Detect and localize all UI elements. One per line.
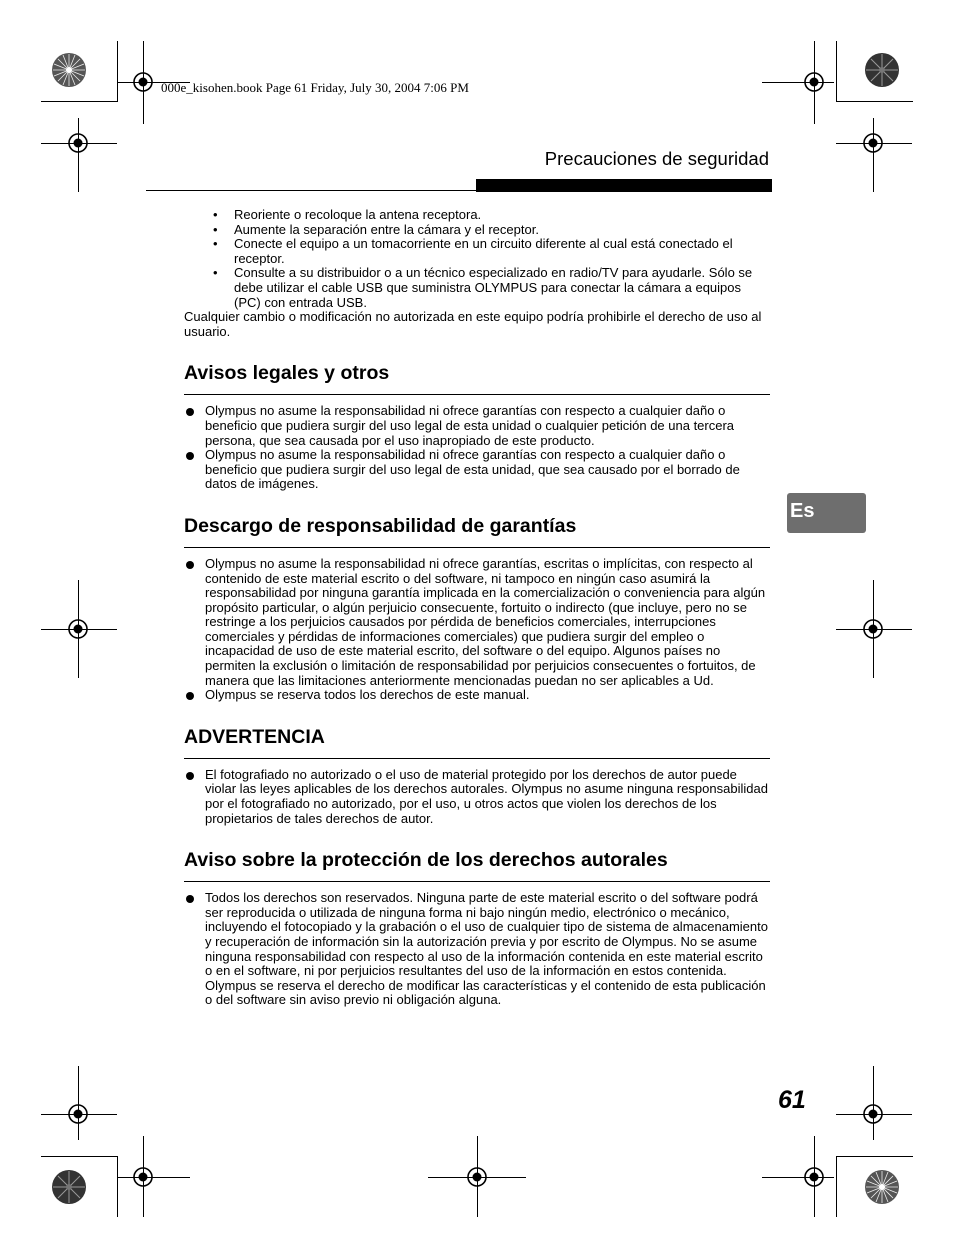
page-content (184, 208, 770, 1008)
crosshair-target-icon (128, 67, 158, 97)
intro-list (184, 208, 770, 310)
filled-circle-icon (186, 452, 194, 460)
list-item: • Consulte a su distribuidor o a un técnico especializado en radio/TV para ayudarle. Sólo se debe utilizar el cable USB que suministra OLYMPUS para conectar la cámara a equipos (PC) con entrada USB. (213, 265, 753, 310)
list-item: Olympus no asume la responsabilidad ni ofrece garantías, escritas o implícitas, con respecto al contenido de este material escrito o del software, ni tampoco en ningún caso asumirá la responsabilidad por ninguna garantía implicada en la comercialización o conveniencia para algún propósito particular, o algún perjuicio consecuente, fortuito o indirecto (que incluye, pero no se restringe a los perjuicios causados por pérdida de beneficios comerciales, interrupciones comerciales y pérdidas de informaciones comerciales) que pudiera surgir del empleo o incapacidad de uso de este material escrito, del software o del equipo. Algunos países no permiten la exclusión o limitación de responsabilidad por perjuicios consecuentes o fortuitos, de manera que las limitaciones anteriormente mencionadas puedan no ser aplicables a Ud. (184, 557, 770, 688)
list-item: • Conecte el equipo a un tomacorriente en un circuito diferente al cual está conectado el receptor. (213, 236, 733, 266)
list-item: El fotografiado no autorizado o el uso de material protegido por los derechos de autor puede violar las leyes aplicables de los derechos autorales. Olympus no asume ninguna responsabilidad por el fotografiado no autorizado, por el uso, u otros actos que violen los derechos de los propietarios de tales derechos de autor. (184, 768, 770, 826)
header-rule-thick (476, 179, 772, 192)
crosshair-target-icon (462, 1162, 492, 1192)
list-item: Olympus no asume la responsabilidad ni ofrece garantías con respecto a cualquier daño o beneficio que pudiera surgir del uso legal de esta unidad, que sea causado por el borrado de datos de imágenes. (184, 448, 770, 492)
section-list (184, 404, 770, 492)
crosshair-target-icon (799, 1162, 829, 1192)
filled-circle-icon (186, 408, 194, 416)
page-number: 61 (778, 1086, 806, 1114)
crosshair-target-icon (858, 1099, 888, 1129)
section-title: Avisos legales y otros (184, 361, 770, 395)
crosshair-target-icon (858, 128, 888, 158)
starburst-wheel-icon (51, 1169, 87, 1205)
crosshair-target-icon (63, 614, 93, 644)
crop-mark (836, 41, 837, 102)
section-list (184, 557, 770, 703)
list-item: • Reoriente o recoloque la antena receptora. (213, 207, 482, 222)
starburst-wheel-icon (864, 1169, 900, 1205)
crop-mark (41, 1156, 118, 1157)
crop-mark (836, 101, 913, 102)
crosshair-target-icon (128, 1162, 158, 1192)
section-header: Precauciones de seguridad (544, 148, 769, 169)
list-item: Olympus no asume la responsabilidad ni ofrece garantías con respecto a cualquier daño o beneficio que pudiera surgir del uso legal de esta unidad o cualquier petición de una tercera persona, que sea causada por el uso inapropiado de este producto. (184, 404, 770, 448)
crosshair-target-icon (63, 128, 93, 158)
filled-circle-icon (186, 895, 194, 903)
crop-mark (41, 101, 118, 102)
list-item: Todos los derechos son reservados. Ninguna parte de este material escrito o del software podrá ser reproducida o utilizada de ninguna forma ni bajo ningún medio, electrónico o mecánico, incluyendo el fotocopiado y la grabación o el uso de cualquier tipo de sistema de almacenamiento y recuperación de información sin la autorización previa y por escrito de Olympus. No se asume ninguna responsabilidad con respecto al uso de la información contenida en este material escrito o en el software, ni por perjuicios resultantes del uso de la información en estos contenida. Olympus se reserva el derecho de modificar las características y el contenido de esta publicación o del software sin aviso previo ni obligación alguna. (184, 891, 770, 1008)
bullet-dot: • (213, 265, 218, 281)
section-title: Descargo de responsabilidad de garantías (184, 514, 770, 548)
crosshair-target-icon (63, 1099, 93, 1129)
crop-mark (117, 1156, 118, 1217)
header-rule-thin (146, 190, 476, 191)
starburst-wheel-icon (51, 52, 87, 88)
crop-mark (117, 41, 118, 102)
bullet-dot: • (213, 207, 218, 222)
section-list (184, 891, 770, 1008)
filled-circle-icon (186, 692, 194, 700)
crop-mark (836, 1156, 837, 1217)
section-list (184, 768, 770, 826)
crop-mark (836, 1156, 913, 1157)
bullet-dot: • (213, 221, 218, 237)
bullet-dot: • (213, 236, 218, 252)
filled-circle-icon (186, 772, 194, 780)
section-title: ADVERTENCIA (184, 725, 770, 759)
crosshair-target-icon (799, 67, 829, 97)
starburst-wheel-icon (864, 52, 900, 88)
filled-circle-icon (186, 561, 194, 569)
language-tab: Es (787, 493, 866, 533)
file-header: 000e_kisohen.book Page 61 Friday, July 30, 2004 7:06 PM (161, 80, 469, 95)
intro-paragraph: Cualquier cambio o modificación no autorizada en este equipo podría prohibirle el derecho de uso al usuario. (184, 309, 762, 339)
crosshair-target-icon (858, 614, 888, 644)
section-title: Aviso sobre la protección de los derechos autorales (184, 848, 770, 882)
list-item: • Aumente la separación entre la cámara y el receptor. (213, 221, 539, 237)
list-item: Olympus se reserva todos los derechos de este manual. (184, 688, 770, 703)
